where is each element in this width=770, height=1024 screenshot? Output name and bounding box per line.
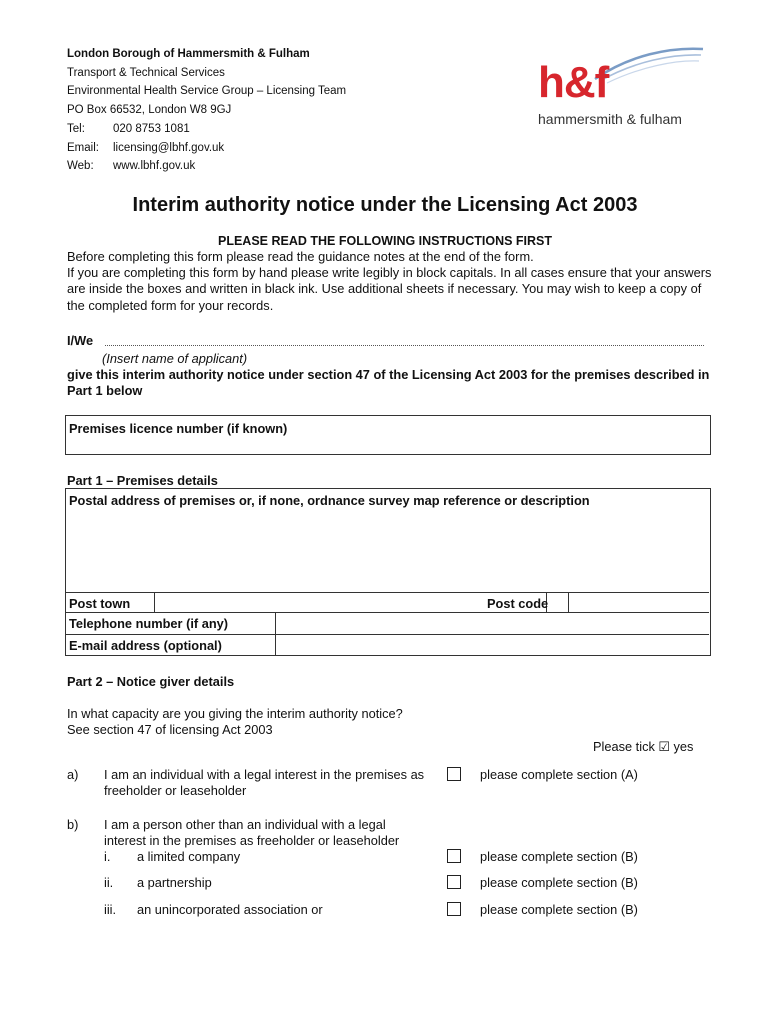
telephone-label: Telephone number (if any)	[69, 616, 229, 631]
post-code-label: Post code	[487, 596, 549, 611]
applicant-name-field[interactable]	[105, 345, 704, 346]
postal-address: PO Box 66532, London W8 9GJ	[67, 104, 232, 117]
sub-i-action: please complete section (B)	[480, 849, 638, 864]
tick-hint: Please tick ☑ yes	[593, 739, 694, 754]
part1-title: Part 1 – Premises details	[67, 473, 218, 488]
sub-ii-text: a partnership	[137, 875, 212, 890]
option-a-checkbox[interactable]	[447, 767, 461, 781]
option-a-letter: a)	[67, 767, 79, 782]
web-value: www.lbhf.gov.uk	[113, 160, 196, 173]
form-title: Interim authority notice under the Licensing Act 2003	[132, 194, 638, 216]
applicant-statement: give this interim authority notice under section 47 of the Licensing Act 2003 for the premises described in Part 1 below	[67, 367, 710, 399]
instructions	[67, 249, 712, 314]
part1-table	[65, 488, 711, 656]
option-a-action: please complete section (A)	[480, 767, 638, 782]
post-town-label: Post town	[69, 596, 131, 611]
capacity-see: See section 47 of licensing Act 2003	[67, 722, 273, 737]
web-label: Web:	[67, 160, 94, 173]
instructions-line2: If you are completing this form by hand please write legibly in block capitals. In all cases ensure that your answers are inside the boxes and written in black ink. Use additional sheets if necessary. You may wish to keep a copy of the completed form for your records.	[67, 265, 712, 313]
applicant-label: I/We	[67, 333, 94, 348]
email-field[interactable]	[275, 634, 709, 655]
sub-iii-checkbox[interactable]	[447, 902, 461, 916]
email-row	[67, 139, 397, 158]
sub-iii-num: iii.	[104, 902, 117, 917]
team-name: Environmental Health Service Group – Licensing Team	[67, 85, 347, 98]
postal-address-label: Postal address of premises or, if none, ordnance survey map reference or description	[69, 493, 590, 508]
sub-i-checkbox[interactable]	[447, 849, 461, 863]
logo-tagline: hammersmith & fulham	[538, 111, 682, 127]
postal-address-field[interactable]	[66, 509, 709, 592]
hf-logo	[535, 45, 705, 130]
sub-ii-checkbox[interactable]	[447, 875, 461, 889]
option-b-letter: b)	[67, 817, 79, 832]
telephone-field[interactable]	[275, 612, 709, 634]
tel-row	[67, 120, 397, 139]
licence-number-box[interactable]	[65, 415, 711, 455]
council-header	[67, 45, 397, 176]
capacity-question: In what capacity are you giving the interim authority notice?	[67, 706, 403, 721]
sub-ii-num: ii.	[104, 875, 114, 890]
post-code-field[interactable]	[568, 592, 709, 612]
instructions-heading: PLEASE READ THE FOLLOWING INSTRUCTIONS FIRST	[217, 234, 553, 248]
org-name: London Borough of Hammersmith & Fulham	[67, 48, 310, 60]
sub-ii-action: please complete section (B)	[480, 875, 638, 890]
part2-title: Part 2 – Notice giver details	[67, 674, 235, 689]
logo-brand: h&f	[538, 58, 609, 107]
licence-number-label: Premises licence number (if known)	[69, 421, 288, 436]
option-a-text: I am an individual with a legal interest in the premises as freeholder or leaseholder	[104, 767, 425, 799]
sub-iii-text: an unincorporated association or	[137, 902, 323, 917]
applicant-row	[67, 333, 712, 348]
applicant-hint: (Insert name of applicant)	[102, 351, 248, 366]
sub-i-num: i.	[104, 849, 111, 864]
dept-name: Transport & Technical Services	[67, 66, 225, 79]
tel-value: 020 8753 1081	[113, 122, 190, 135]
option-b-text: I am a person other than an individual with a legal interest in the premises as freeholder or leaseholder	[104, 817, 400, 849]
sub-i-text: a limited company	[137, 849, 241, 864]
web-row	[67, 157, 397, 176]
email-label: E-mail address (optional)	[69, 638, 222, 653]
email-value: licensing@lbhf.gov.uk	[113, 141, 225, 154]
tel-label: Tel:	[67, 122, 85, 135]
sub-iii-action: please complete section (B)	[480, 902, 638, 917]
instructions-line1: Before completing this form please read the guidance notes at the end of the form.	[67, 249, 534, 264]
email-label: Email:	[67, 141, 99, 154]
